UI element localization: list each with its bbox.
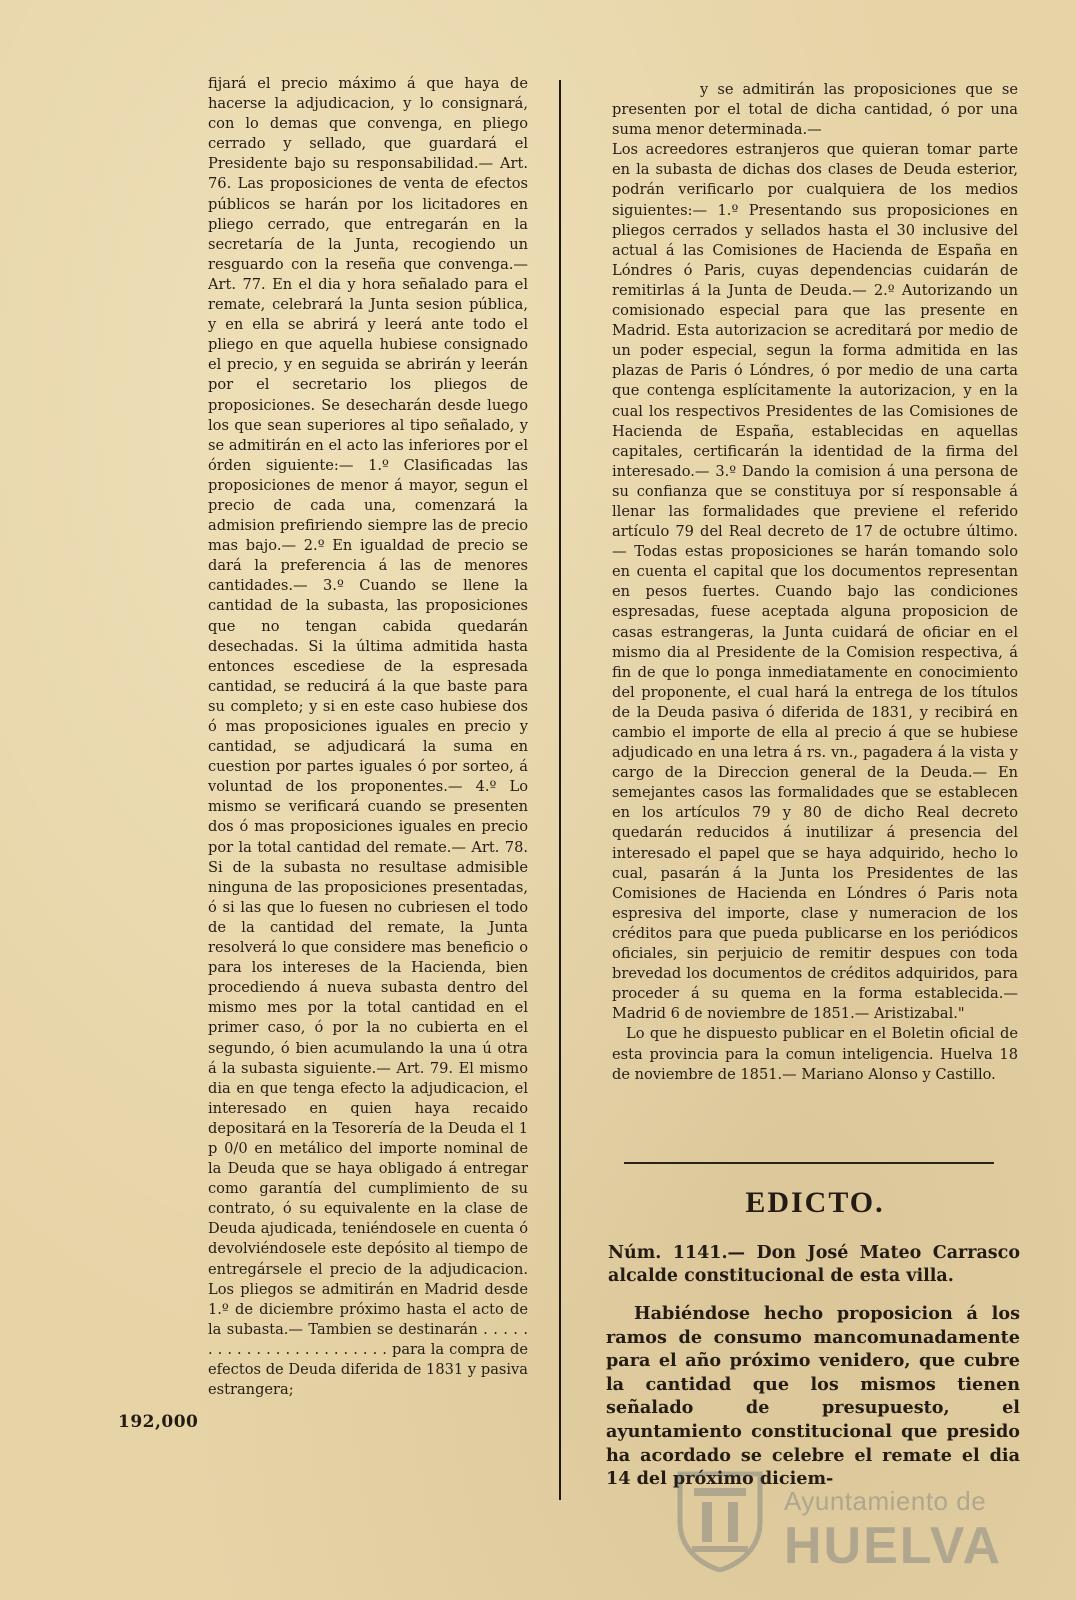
edicto-heading: Núm. 1141.— Don José Mateo Carrasco alcalde constitucional de esta villa. [608,1243,1020,1286]
coat-of-arms-icon [672,1468,768,1572]
archive-watermark [672,1468,1012,1578]
right-column-intro: y se admitirán las proposiciones que se presenten por el total de dicha cantidad, ó por una suma menor determinada.— [612,81,1018,139]
watermark-line2: HUELVA [784,1517,1003,1575]
watermark-line1: Ayuntamiento de [784,1486,987,1516]
column-divider [559,80,561,1500]
right-column-closing: Lo que he dispuesto publicar en el Boletin oficial de esta provincia para la comun inteligencia. Huelva 18 de noviembre de 1851.— Mariano Alonso y Castillo. [612,1025,1018,1083]
right-column-body: Los acreedores estranjeros que quieran tomar parte en la subasta de dichas dos clases de Deuda esterior, podrán verificarlo por cualquiera de los medios siguientes:— 1.º Presentando sus proposiciones en pliegos cerrados y sellados hasta el 30 inclusive del actual á las Comisiones de Hacienda de España en Lóndres ó Paris, cuyas dependencias cuidarán de remitirlas á la Junta de Deuda.— 2.º Autorizando un comisionado especial para que las presente en Madrid. Esta autorizacion se acreditará por medio de un poder especial, segun la forma admitida en las plazas de Paris ó Lóndres, ó por medio de una carta que contenga esplícitamente la autorizacion, y en la cual los respectivos Presidentes de las Comisiones de Hacienda de España, establecidas en aquellas capitales, certificarán la identidad de la firma del interesado.— 3.º Dando la comision á una persona de su confianza que se constituya por sí responsable á llenar las formalidades que previene el referido artículo 79 del Real decreto de 17 de octubre último.— Todas estas proposiciones se harán tomando solo en cuenta el capital que los documentos representan en pesos fuertes. Cuando bajo las condiciones espresadas, fuese aceptada alguna proposicion de casas estrangeras, la Junta cuidará de oficiar en el mismo dia al Presidente de la Comision respectiva, á fin de que lo ponga inmediatamente en conocimiento del proponente, el cual hará la entrega de los títulos de la Deuda pasiva ó diferida de 1831, y recibirá en cambio el importe de ella al precio á que se hubiese adjudicado en una letra á rs. vn., pagadera á la vista y cargo de la Direccion general de la Deuda.— En semejantes casos las formalidades que se establecen en los artículos 79 y 80 de dicho Real decreto quedarán reducidos á inutilizar á presencia del interesado el papel que se haya adquirido, hecho lo cual, pasarán á la Junta los Presidentes de las Comisiones de Hacienda en Lóndres ó Paris nota espresiva del importe, clase y numeracion de los créditos para que pueda publicarse en los periódicos oficiales, sin perjuicio de remitir despues con toda brevedad los documentos de créditos adquiridos, para proceder á su quema en la forma establecida.— Madrid 6 de noviembre de 1851.— Aristizabal." [612,141,1018,1023]
margin-amount: 192,000 [118,1412,199,1432]
edicto-title: EDICTO. [745,1186,885,1219]
left-column-text: fijará el precio máximo á que haya de hacerse la adjudicacion, y lo consignará, con lo demas que convenga, en pliego cerrado y sellado, que guardará el Presidente bajo su responsabilidad.— Art. 76. Las proposiciones de venta de efectos públicos se harán por los licitadores en pliego cerrado, que entregarán en la secretaría de la Junta, recogiendo un resguardo con la reseña que convenga.— Art. 77. En el dia y hora señalado para el remate, celebrará la Junta sesion pública, y en ella se abrirá y leerá ante todo el pliego en que aquella hubiese consignado el precio, y en seguida se abrirán y leerán por el secretario los pliegos de proposiciones. Se desecharán desde luego los que sean superiores al tipo señalado, y se admitirán en el acto las inferiores por el órden siguiente:— 1.º Clasificadas las proposiciones de menor á mayor, segun el precio de cada una, comenzará la admision prefiriendo siempre las de precio mas bajo.— 2.º En igualdad de precio se dará la preferencia á las de menores cantidades.— 3.º Cuando se llene la cantidad de la subasta, las proposiciones que no tengan cabida quedarán desechadas. Si la última admitida hasta entonces escediese de la espresada cantidad, se reducirá á la que baste para su completo; y si en este caso hubiese dos ó mas proposiciones iguales en precio y cantidad, se adjudicará la suma en cuestion por partes iguales ó por sorteo, á voluntad de los proponentes.— 4.º Lo mismo se verificará cuando se presenten dos ó mas proposiciones iguales en precio por la total cantidad del remate.— Art. 78. Si de la subasta no resultase admisible ninguna de las proposiciones presentadas, ó si las que lo fuesen no cubriesen el todo de la cantidad del remate, la Junta resolverá lo que considere mas beneficio o para los intereses de la Hacienda, bien procediendo á nueva subasta dentro del mismo mes por la total cantidad en el primer caso, ó por la no cubierta en el segundo, ó bien acumulando la una ú otra á la subasta siguiente.— Art. 79. El mismo dia en que tenga efecto la adjudicacion, el interesado en quien haya recaido depositará en la Tesorería de la Deuda el 1 p 0/0 en metálico del importe nominal de la Deuda que se haya obligado á entregar como garantía del cumplimiento de su contrato, ó su equivalente en la clase de Deuda ajudicada, teniéndosele en cuenta ó devolviéndosele este depósito al tiempo de entregársele el precio de la adjudicacion. Los pliegos se admitirán en Madrid desde 1.º de diciembre próximo hasta el acto de la subasta.— Tambien se destinarán . . . . . . . . . . . . . . . . . . . . . . . . para la compra de efectos de Deuda diferida de 1831 y pasiva estrangera; [208,75,528,1399]
right-column [612,80,1018,1085]
left-column [208,74,528,1400]
edicto-body: Habiéndose hecho proposicion á los ramos de consumo mancomunadamente para el año próximo venidero, que cubre la cantidad que los mismos tienen señalado de presupuesto, el ayuntamiento constitucional que presido ha acordado se celebre el remate el dia 14 del próximo diciem- [606,1303,1020,1490]
section-divider [624,1162,994,1164]
